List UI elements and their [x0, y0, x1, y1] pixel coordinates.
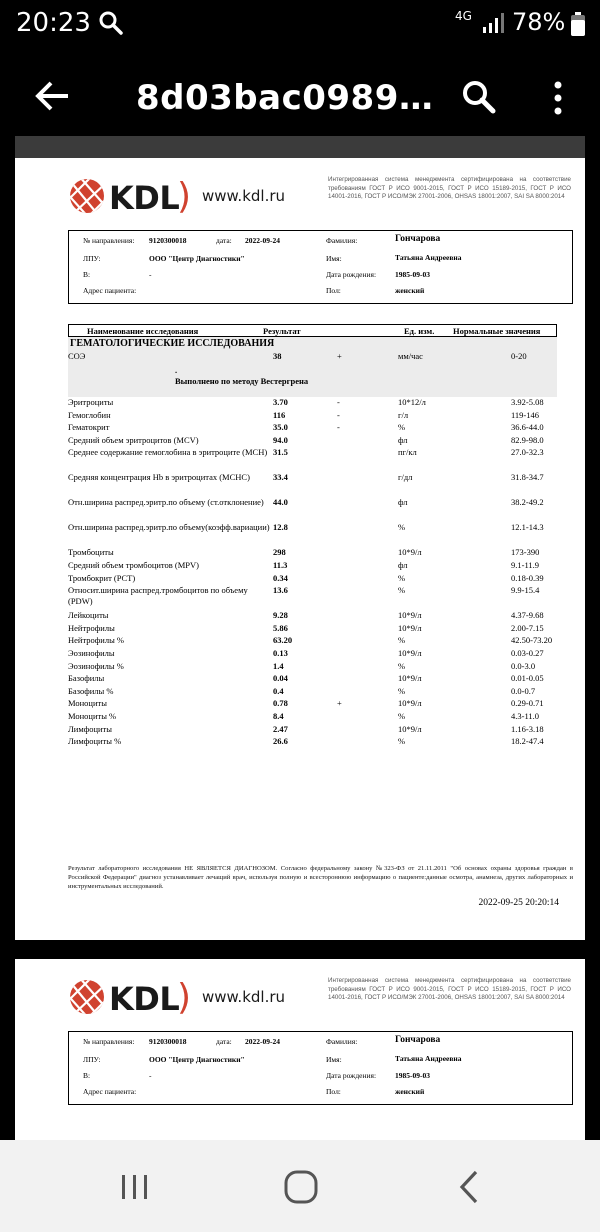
result-ref: 2.00-7.15 [511, 622, 544, 633]
result-unit: 10*9/л [398, 622, 422, 633]
referral-label: № направления: [83, 236, 135, 245]
status-time: 20:23 [16, 8, 91, 38]
result-row [68, 585, 557, 610]
doctor-value: - [149, 1071, 152, 1080]
result-value: 116 [273, 409, 286, 420]
doctor-value: - [149, 270, 152, 279]
sex-label: Пол: [326, 1087, 341, 1096]
header-norm: Нормальные значения [453, 326, 541, 336]
surname-label: Фамилия: [326, 1037, 358, 1046]
result-ref: 4.37-9.68 [511, 610, 544, 621]
more-options-icon[interactable] [548, 80, 568, 116]
birth-value: 1985-09-03 [395, 270, 430, 279]
result-value: 0.4 [273, 685, 284, 696]
header-unit: Ед. изм. [404, 326, 435, 336]
kdl-brand-text: KDL [109, 980, 180, 1018]
result-name: Гематокрит [68, 422, 110, 433]
result-ref: 0.0-3.0 [511, 660, 536, 671]
result-name: Нейтрофилы [68, 622, 115, 633]
doctor-label: В: [83, 1071, 91, 1080]
result-unit: % [398, 522, 406, 533]
result-ref: 9.1-11.9 [511, 559, 540, 570]
battery-icon [571, 12, 585, 36]
method-dot: . [175, 365, 178, 375]
certification-note: Интегрированная система менеджмента сертифицирована на соответствие требованиям ГОСТ Р ИСО 9001-2015, ГОСТ Р ИСО 15189-2015, ГОСТ Р ИСО 14001-2016, ГОСТ Р ИСО/МЭК 27001-2006, OHSAS 18001:2007, SAI SA 8000:2014 [328, 176, 571, 201]
result-unit: 10*9/л [398, 698, 422, 709]
lpu-label: ЛПУ: [83, 1055, 101, 1064]
method-note-block [68, 363, 557, 397]
result-name: Средняя концентрация Hb в эритроцитах (MCHC) [68, 472, 250, 483]
result-name: Средний объем эритроцитов (MCV) [68, 434, 199, 445]
result-name: Лимфоциты [68, 723, 112, 734]
result-value: 0.78 [273, 698, 288, 709]
result-ref: 9.9-15.4 [511, 585, 540, 596]
result-row [68, 623, 557, 636]
results-table [68, 324, 557, 749]
result-value: 2.47 [273, 723, 288, 734]
result-value: 9.28 [273, 610, 288, 621]
date-label: дата: [216, 1037, 232, 1046]
result-value: 0.04 [273, 673, 288, 684]
result-value: 26.6 [273, 736, 288, 747]
result-name: Лейкоциты [68, 610, 109, 621]
result-row [68, 635, 557, 648]
result-value: 11.3 [273, 559, 288, 570]
sex-value: женский [395, 286, 425, 295]
referral-date: 2022-09-24 [245, 236, 280, 245]
result-row [68, 447, 557, 472]
result-unit: 10*12/л [398, 397, 426, 407]
result-name: Эозинофилы [68, 647, 115, 658]
result-value: 63.20 [273, 635, 293, 646]
navigation-bar [0, 1140, 600, 1232]
result-ref: 18.2-47.4 [511, 736, 544, 747]
result-flag: - [337, 409, 340, 420]
result-name: Эозинофилы % [68, 660, 124, 671]
status-bar [0, 0, 600, 50]
result-name: Гемоглобин [68, 409, 111, 420]
result-name: Относит.ширина распред.тромбоцитов по объему (PDW) [68, 585, 248, 607]
date-label: дата: [216, 236, 232, 245]
result-flag: - [337, 422, 340, 433]
document-title: 8d03bac0989… [136, 78, 434, 118]
result-ref: 0.0-0.7 [511, 685, 536, 696]
result-ref: 36.6-44.0 [511, 422, 544, 433]
header-result: Результат [263, 326, 301, 336]
result-unit: % [398, 660, 406, 671]
kdl-logo-arc-icon: ) [177, 977, 192, 1018]
result-row [68, 472, 557, 497]
result-value: 5.86 [273, 622, 288, 633]
result-row [68, 560, 557, 573]
kdl-logo [69, 178, 299, 218]
referral-label: № направления: [83, 1037, 135, 1046]
result-unit: 10*9/л [398, 547, 422, 558]
result-name: Лимфоциты % [68, 736, 122, 747]
referral-date: 2022-09-24 [245, 1037, 280, 1046]
result-ref: 38.2-49.2 [511, 497, 544, 508]
result-unit: % [398, 736, 406, 747]
document-page-2 [15, 959, 585, 1140]
result-value: 0.13 [273, 647, 288, 658]
result-row [68, 711, 557, 724]
result-value: 33.4 [273, 472, 288, 483]
result-row [68, 736, 557, 749]
result-ref: 0.03-0.27 [511, 647, 544, 658]
surname-label: Фамилия: [326, 236, 358, 245]
result-unit: % [398, 572, 406, 583]
result-ref: 173-390 [511, 547, 540, 558]
result-ref: 0.18-0.39 [511, 572, 544, 583]
result-unit: % [398, 422, 406, 433]
result-value: 8.4 [273, 710, 284, 721]
lpu-value: ООО "Центр Диагностики" [149, 1055, 245, 1064]
surname-value: Гончарова [395, 234, 441, 244]
result-unit: 10*9/л [398, 723, 422, 734]
print-timestamp: 2022-09-25 20:20:14 [478, 898, 559, 908]
result-name: Среднее содержание гемоглобина в эритроците (MCH) [68, 447, 268, 458]
section-title: ГЕМАТОЛОГИЧЕСКИЕ ИССЛЕДОВАНИЯ [68, 337, 557, 351]
result-name: Отн.ширина распред.эритр.по объему (ст.отклонение) [68, 497, 264, 508]
result-row [68, 610, 557, 623]
search-notification-icon [98, 10, 124, 36]
result-row [68, 435, 557, 448]
result-name: Эритроциты [68, 397, 114, 407]
result-unit: фл [398, 434, 408, 445]
result-row [68, 397, 557, 410]
address-label: Адрес пациента: [83, 1087, 137, 1096]
result-name: Отн.ширина распред.эритр.по объему(коэфф.вариации) [68, 522, 270, 533]
result-row [68, 673, 557, 686]
lpu-value: ООО "Центр Диагностики" [149, 254, 245, 263]
document-page-1 [15, 158, 585, 940]
result-unit: г/дл [398, 472, 413, 483]
back-arrow-icon[interactable] [34, 80, 70, 112]
kdl-url: www.kdl.ru [202, 187, 286, 205]
result-name: Тромбоциты [68, 547, 114, 558]
esr-flag: + [337, 351, 342, 361]
battery-percent: 78% [512, 8, 566, 36]
header-name: Наименование исследования [87, 326, 199, 336]
address-label: Адрес пациента: [83, 286, 137, 295]
result-row [68, 497, 557, 522]
kdl-logo-arc-icon: ) [177, 176, 192, 217]
sex-value: женский [395, 1087, 425, 1096]
recent-apps-icon[interactable] [120, 1174, 150, 1200]
esr-unit: мм/час [398, 351, 423, 361]
result-value: 44.0 [273, 497, 288, 508]
lpu-label: ЛПУ: [83, 254, 101, 263]
esr-name: СОЭ [68, 351, 86, 361]
result-unit: 10*9/л [398, 610, 422, 621]
result-value: 31.5 [273, 447, 288, 458]
result-value: 12.8 [273, 522, 288, 533]
result-value: 298 [273, 547, 286, 558]
kdl-brand-text: KDL [109, 179, 180, 217]
result-row [68, 724, 557, 737]
result-row [68, 410, 557, 423]
result-row [68, 661, 557, 674]
doctor-label: В: [83, 270, 91, 279]
result-row [68, 648, 557, 661]
result-ref: 12.1-14.3 [511, 522, 544, 533]
kdl-logo-icon [69, 178, 105, 214]
result-name: Базофилы [68, 673, 105, 684]
birth-value: 1985-09-03 [395, 1071, 430, 1080]
network-type: 4G [455, 9, 472, 23]
patient-info-box [68, 1031, 573, 1105]
app-bar [0, 50, 600, 136]
result-ref: 4.3-11.0 [511, 710, 540, 721]
birth-label: Дата рождения: [326, 270, 377, 279]
result-ref: 27.0-32.3 [511, 447, 544, 458]
esr-value: 38 [273, 351, 282, 361]
result-value: 0.34 [273, 572, 288, 583]
result-name: Средний объем тромбоцитов (MPV) [68, 559, 199, 570]
result-ref: 0.01-0.05 [511, 673, 544, 684]
result-unit: 10*9/л [398, 647, 422, 658]
result-name: Моноциты % [68, 710, 117, 721]
result-ref: 82.9-98.0 [511, 434, 544, 445]
result-value: 1.4 [273, 660, 284, 671]
esr-row [68, 351, 557, 363]
sex-label: Пол: [326, 286, 341, 295]
result-unit: % [398, 635, 406, 646]
referral-number: 9120300018 [149, 236, 187, 245]
result-unit: г/л [398, 409, 409, 420]
result-row [68, 573, 557, 586]
viewer-page-header [15, 136, 585, 158]
document-viewer[interactable] [0, 136, 600, 1140]
result-row [68, 686, 557, 699]
result-row [68, 547, 557, 560]
result-unit: % [398, 585, 406, 596]
result-value: 35.0 [273, 422, 288, 433]
nav-back-icon[interactable] [458, 1170, 480, 1204]
result-row [68, 698, 557, 711]
esr-ref: 0-20 [511, 351, 527, 361]
result-rows [68, 397, 557, 749]
result-unit: % [398, 710, 406, 721]
result-name: Базофилы % [68, 685, 114, 696]
result-ref: 31.8-34.7 [511, 472, 544, 483]
name-label: Имя: [326, 254, 342, 263]
name-label: Имя: [326, 1055, 342, 1064]
disclaimer-text: Результат лабораторного исследования НЕ ЯВЛЯЕТСЯ ДИАГНОЗОМ. Согласно федеральному закону №323-ФЗ от 21.11.2011 "Об основах охраны здоровья граждан в Российской Федерации" диагноз устанавливает лечащий врач, используя полную и всестороннюю информацию о пациенте:данные осмотра, анамнеза, других лабораторных и инструментальных исследований. [68, 865, 573, 890]
result-name: Тромбокрит (PCT) [68, 572, 136, 583]
name-value: Татьяна Андреевна [395, 253, 462, 262]
kdl-url: www.kdl.ru [202, 988, 286, 1006]
result-value: 94.0 [273, 434, 288, 445]
result-name: Нейтрофилы % [68, 635, 124, 646]
result-unit: фл [398, 559, 408, 570]
result-ref: 3.92-5.08 [511, 397, 544, 407]
result-unit: % [398, 685, 406, 696]
result-value: 13.6 [273, 585, 288, 596]
result-ref: 42.50-73.20 [511, 635, 553, 646]
results-header [68, 324, 557, 337]
birth-label: Дата рождения: [326, 1071, 377, 1080]
result-flag: - [337, 397, 340, 407]
kdl-logo [69, 979, 299, 1019]
home-icon[interactable] [284, 1170, 318, 1204]
result-name: Моноциты [68, 698, 107, 709]
certification-note: Интегрированная система менеджмента сертифицирована на соответствие требованиям ГОСТ Р ИСО 9001-2015, ГОСТ Р ИСО 15189-2015, ГОСТ Р ИСО 14001-2016, ГОСТ Р ИСО/МЭК 27001-2006, OHSAS 18001:2007, SAI SA 8000:2014 [328, 977, 571, 1002]
search-icon[interactable] [462, 80, 496, 114]
referral-number: 9120300018 [149, 1037, 187, 1046]
result-row [68, 422, 557, 435]
kdl-logo-icon [69, 979, 105, 1015]
result-flag: + [337, 698, 342, 709]
result-ref: 0.29-0.71 [511, 698, 544, 709]
result-ref: 119-146 [511, 409, 540, 420]
patient-info-box [68, 230, 573, 304]
signal-icon [482, 12, 504, 34]
result-row [68, 522, 557, 547]
result-value: 3.70 [273, 397, 288, 407]
result-unit: пг/кл [398, 447, 417, 458]
surname-value: Гончарова [395, 1035, 441, 1045]
method-note: Выполнено по методу Вестергрена [175, 376, 309, 386]
name-value: Татьяна Андреевна [395, 1054, 462, 1063]
result-unit: фл [398, 497, 408, 508]
result-unit: 10*9/л [398, 673, 422, 684]
result-ref: 1.16-3.18 [511, 723, 544, 734]
